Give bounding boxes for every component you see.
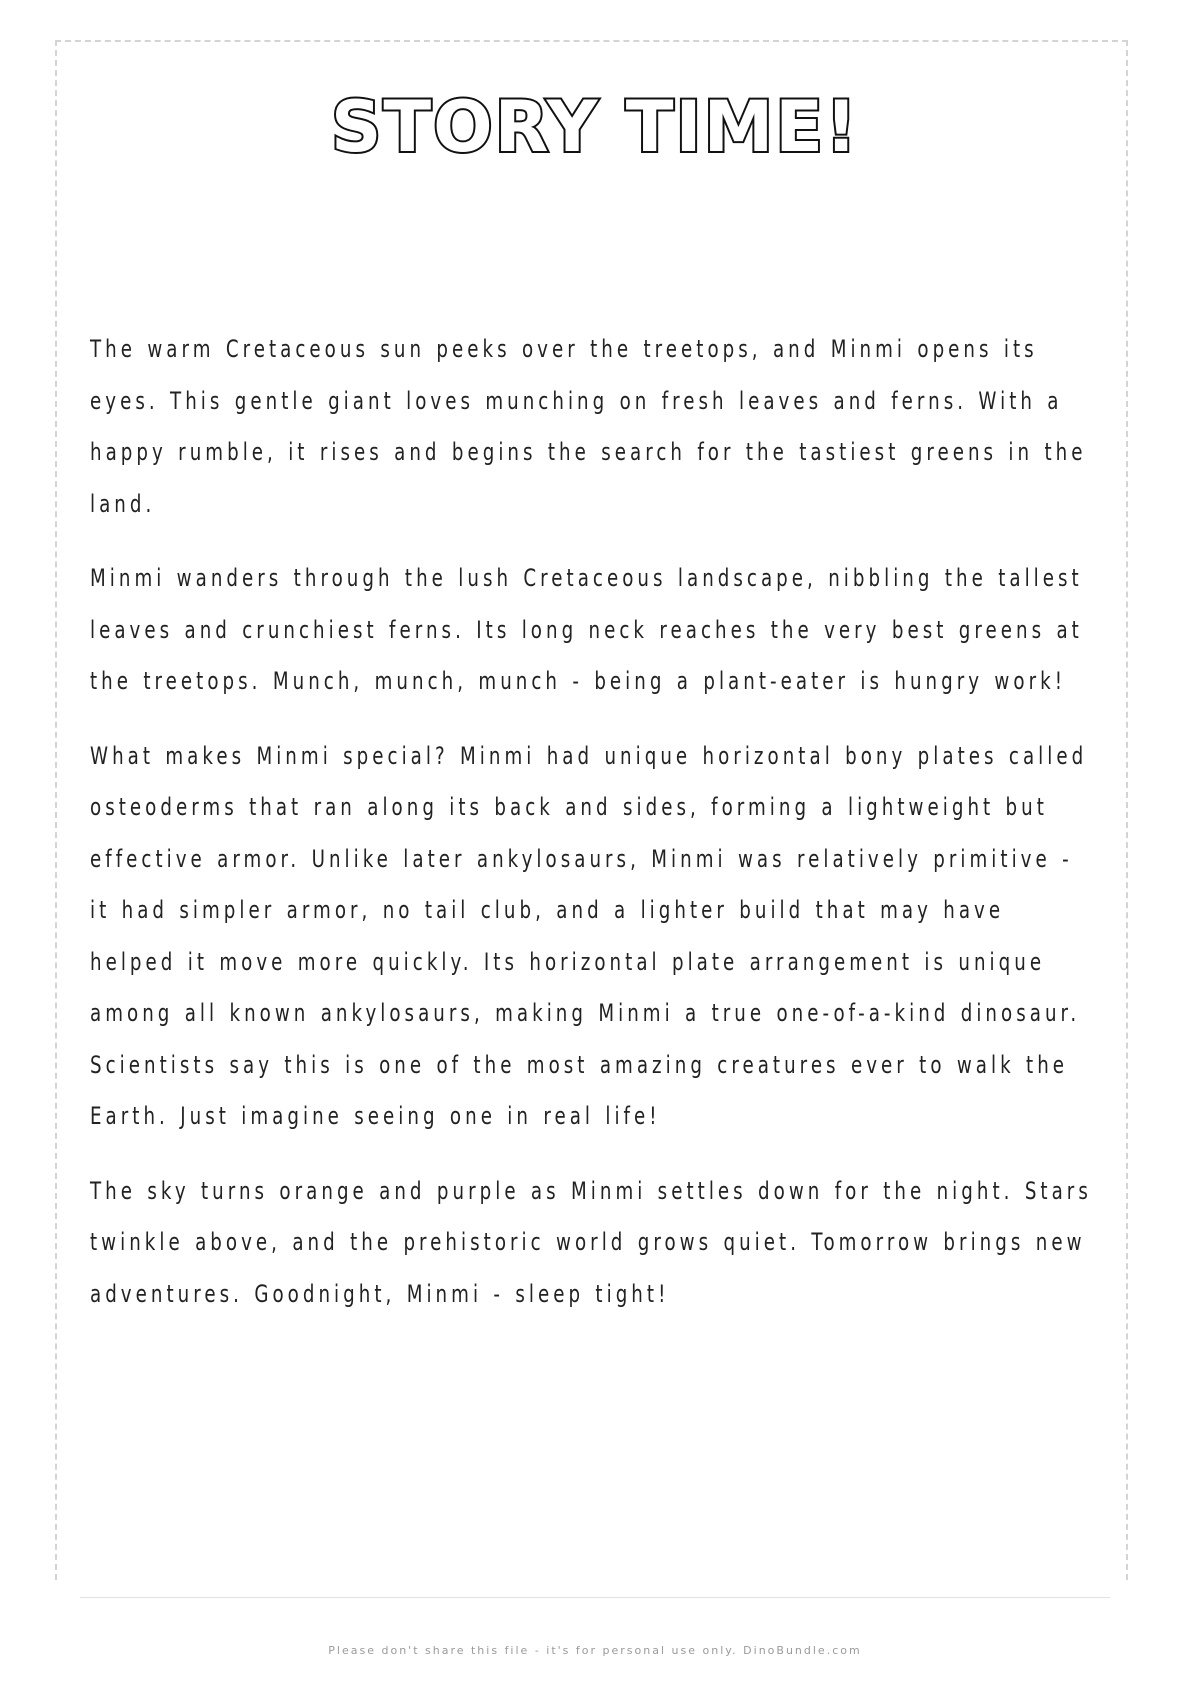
- page-title: STORY TIME!: [331, 86, 859, 168]
- footer-notice: Please don't share this file - it's for personal use only. DinoBundle.com: [328, 1644, 862, 1657]
- story-paragraph-3: What makes Minmi special? Minmi had unique horizontal bony plates called osteoderms that ran along its back and sides, forming a lightweight but effective armor. Unlike later ankylosaurs, Minmi was relatively primitive - it had simpler armor, no tail club, and a lighter build that may have helped it move more quickly. Its horizontal plate arrangement is unique among all known ankylosaurs, making Minmi a true one-of-a-kind dinosaur. Scientists say this is one of the most amazing creatures ever to walk the Earth. Just imagine seeing one in real life!: [90, 741, 1088, 1130]
- story-body: [90, 324, 1100, 1343]
- story-paragraph-4: The sky turns orange and purple as Minmi settles down for the night. Stars twinkle above, and the prehistoric world grows quiet. Tomorrow brings new adventures. Goodnight, Minmi - sleep tight!: [90, 1176, 1092, 1308]
- story-paragraph-1: The warm Cretaceous sun peeks over the treetops, and Minmi opens its eyes. This gentle giant loves munching on fresh leaves and ferns. With a happy rumble, it rises and begins the search for the tastiest greens in the land.: [90, 335, 1087, 518]
- footer-divider: [80, 1597, 1110, 1598]
- story-paragraph-2: Minmi wanders through the lush Cretaceous landscape, nibbling the tallest leaves and crunchiest ferns. Its long neck reaches the very best greens at the treetops. Munch, munch, munch - being a plant-eater is hungry work!: [90, 564, 1083, 695]
